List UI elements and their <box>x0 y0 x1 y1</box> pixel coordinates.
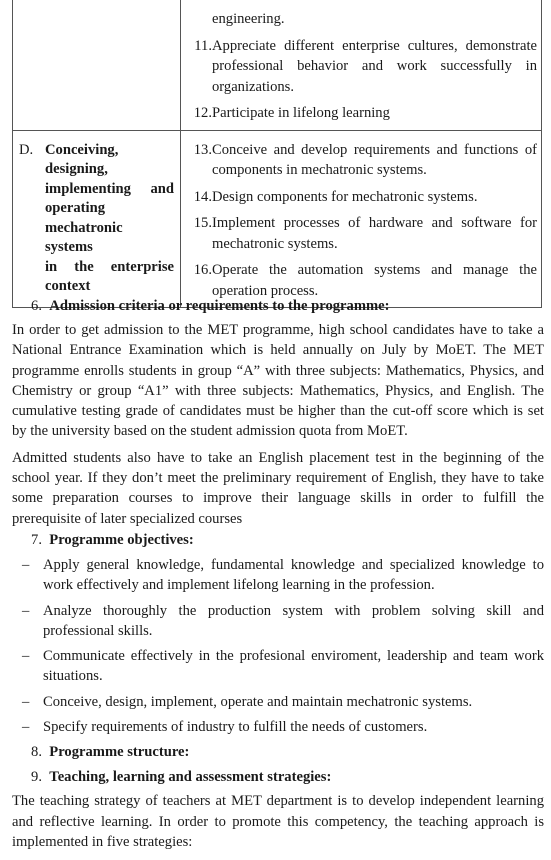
category-label: D. Conceiving, designing, implementing and operating mechatronic systems in the enterprise context <box>19 141 174 294</box>
list-item: 14. Design components for mechatronic systems. <box>193 188 478 205</box>
paragraph: In order to get admission to the MET programme, high school candidates have to take a National Entrance Examination which is held annually on July by MoET. The MET programme enrolls students in group “A” with three subjects: Mathematics, Physics, and Chemistry or group “A1” with three subjects: Mathematics, Physics, and English. The cumulative testing grade of candidates must be higher than the cut-off score which is set by the university based on the student admission quota from MoET. <box>12 322 544 440</box>
list-item: 15. Implement processes of hardware and software for mechatronic systems. <box>193 215 537 252</box>
table-cell-outcomes <box>181 130 542 308</box>
list-item: 12. Participate in lifelong learning <box>193 105 390 121</box>
list-item: – Specify requirements of industry to fulfill the needs of customers. <box>22 719 428 736</box>
list-item: 13. Conceive and develop requirements and functions of components in mechatronic systems. <box>193 141 537 178</box>
list-item: – Conceive, design, implement, operate and maintain mechatronic systems. <box>22 693 473 710</box>
list-item: 11. Appreciate different enterprise cultures, demonstrate professional behavior and work successfully in organizations. <box>194 37 537 95</box>
list-item: – Communicate effectively in the profesional enviroment, leadership and team work situations. <box>22 648 544 685</box>
table-row <box>13 0 542 130</box>
section-admission <box>12 296 544 529</box>
list-item: – Apply general knowledge, fundamental knowledge and specialized knowledge to work effectively and implement lifelong learning in the profession. <box>22 557 544 594</box>
paragraph: Admitted students also have to take an English placement test in the beginning of the school year. If they don’t meet the preliminary requirement of English, they have to take some preparation courses to improve their language skills in order to fulfill the prerequisite of later specialized courses <box>12 449 544 527</box>
list-item: 16. Operate the automation systems and manage the operation process. <box>193 262 537 299</box>
section-heading: 7. Programme objectives: <box>31 532 194 548</box>
section-heading: 6. Admission criteria or requirements to the programme: <box>31 298 390 314</box>
section-objectives <box>12 530 544 852</box>
table-cell-empty <box>13 0 181 130</box>
table-cell-category <box>13 130 181 308</box>
list-item: engineering. <box>212 11 285 27</box>
learning-outcomes-table <box>12 0 542 308</box>
section-heading: 8. Programme structure: <box>31 744 190 761</box>
table-cell-outcomes <box>181 0 542 130</box>
section-heading: 9. Teaching, learning and assessment strategies: <box>31 769 332 786</box>
table-row <box>13 130 542 308</box>
list-item: – Analyze thoroughly the production system with problem solving skill and professional skills. <box>22 602 544 639</box>
paragraph: The teaching strategy of teachers at MET department is to develop independent learning and reflective learning. In order to promote this competency, the teaching approach is implemented in five strategies: <box>12 793 544 850</box>
